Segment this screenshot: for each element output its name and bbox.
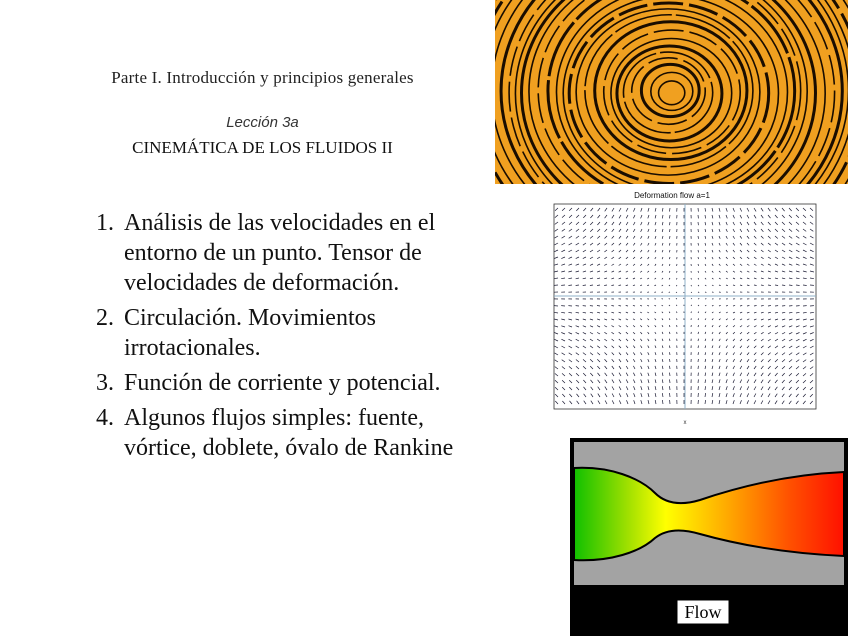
- nozzle-flow-image: [570, 438, 848, 636]
- topic-number: 4.: [96, 405, 114, 431]
- topic-item: [62, 403, 502, 463]
- deformation-flow-image: [548, 190, 828, 430]
- lesson-label: Lección 3a: [226, 114, 299, 131]
- lesson-title: CINEMÁTICA DE LOS FLUIDOS II: [132, 138, 393, 157]
- vortex-image: [495, 0, 848, 184]
- topic-number: 1.: [96, 210, 114, 236]
- topic-text: Circulación. Movimientos irrotacionales.: [124, 305, 376, 361]
- topic-number: 3.: [96, 370, 114, 396]
- topic-item: [62, 303, 502, 363]
- topic-text: Análisis de las velocidades en el entorno de un punto. Tensor de velocidades de deformación.: [124, 210, 436, 296]
- topic-text: Algunos flujos simples: fuente, vórtice, doblete, óvalo de Rankine: [124, 405, 454, 461]
- deformation-title: Deformation flow a=1: [634, 191, 710, 200]
- topic-list: [62, 208, 502, 468]
- part-heading: Parte I. Introducción y principios generales: [111, 68, 414, 87]
- topic-number: 2.: [96, 305, 114, 331]
- topic-text: Función de corriente y potencial.: [124, 370, 441, 396]
- topic-item: [62, 368, 502, 398]
- flow-label: Flow: [684, 602, 722, 622]
- svg-text:x: x: [683, 420, 687, 426]
- topic-item: [62, 208, 502, 298]
